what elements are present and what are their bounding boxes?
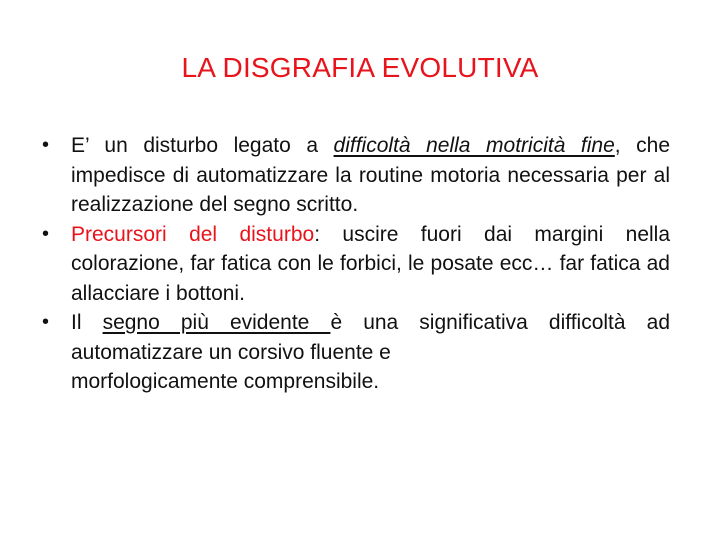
bullet-text: E’ un disturbo legato a [71, 134, 334, 157]
bullet-item-precursors [42, 220, 670, 309]
bullet-text: , che impedisce di automatizzare la routine motoria necessaria per al realizzazione del segno scritto. [71, 134, 670, 216]
bullet-highlight: Precursori del disturbo [71, 222, 315, 246]
bullet-marker: • [42, 311, 50, 333]
bullet-item-definition [42, 131, 670, 220]
bullet-text: è una significativa difficoltà ad automatizzare un corsivo fluente e [71, 311, 671, 364]
bullet-text: Il [71, 311, 103, 334]
slide-title: LA DISGRAFIA EVOLUTIVA [181, 52, 539, 83]
bullet-item-evident-sign [42, 308, 670, 397]
bullet-marker: • [42, 222, 50, 245]
bullet-text-final: morfologicamente comprensibile. [71, 370, 380, 393]
bullet-emphasis: difficoltà nella motricità fine [333, 134, 615, 157]
bullet-marker: • [42, 134, 50, 156]
bullet-text: : uscire fuori dai margini nella colorazione, far fatica con le forbici, le posate ecc… far fatica ad allacciare i bottoni. [71, 222, 671, 305]
bullet-emphasis: segno più evidente [102, 311, 331, 334]
bullet-list [42, 131, 670, 397]
